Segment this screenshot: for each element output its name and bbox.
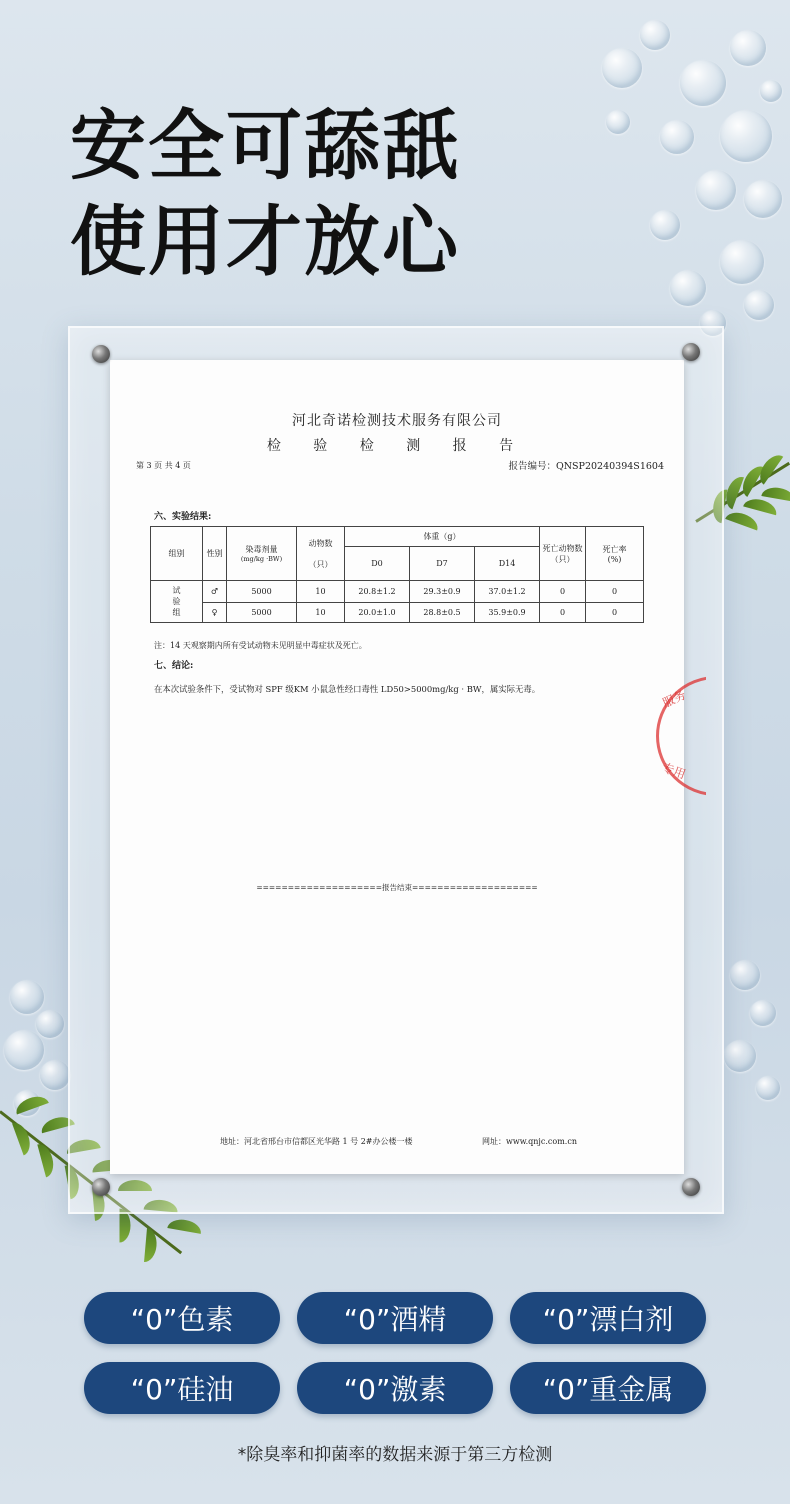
results-note: 注：14 天观察期内所有受试动物未见明显中毒症状及死亡。 <box>154 641 367 650</box>
badge-no-pigment: “0”色素 <box>84 1292 280 1344</box>
footnote: *除臭率和抑菌率的数据来源于第三方检测 <box>237 1445 553 1465</box>
headline-line-2: 使用才放心 <box>70 197 460 286</box>
section-results-heading: 六、实验结果: <box>154 512 212 522</box>
badge-no-heavy-metal: “0”重金属 <box>510 1362 706 1414</box>
badge-no-silicone: “0”硅油 <box>84 1362 280 1414</box>
header-d0: D0 <box>345 547 410 581</box>
header-sex: 性别 <box>203 527 227 581</box>
screw-top-right <box>682 343 700 361</box>
results-table <box>150 526 644 623</box>
red-seal-stamp: 服务 专用 <box>656 676 706 796</box>
headline-line-1: 安全可舔舐 <box>70 101 460 190</box>
header-d14: D14 <box>475 547 540 581</box>
table-row: 试验组 ♂ 5000 10 20.8±1.2 29.3±0.9 37.0±1.2 0 0 <box>151 581 644 603</box>
header-group: 组别 <box>151 527 203 581</box>
header-weight: 体重（g） <box>345 527 540 547</box>
report-end-line: ====================报告结束==================== <box>256 883 538 892</box>
screw-bottom-left <box>92 1178 110 1196</box>
table-row: ♀ 5000 10 20.0±1.0 28.8±0.5 35.9±0.9 0 0 <box>151 603 644 623</box>
header-rate: 死亡率 (%) <box>586 527 644 581</box>
report-website: 网址：www.qnjc.com.cn <box>482 1137 577 1146</box>
header-animals: 动物数 （只） <box>297 527 345 581</box>
badge-no-alcohol: “0”酒精 <box>297 1292 493 1344</box>
header-d7: D7 <box>410 547 475 581</box>
screw-top-left <box>92 345 110 363</box>
screw-bottom-right <box>682 1178 700 1196</box>
section-conclusion-heading: 七、结论: <box>154 661 194 671</box>
badge-no-bleach: “0”漂白剂 <box>510 1292 706 1344</box>
headline <box>70 98 460 290</box>
test-report-document <box>110 360 684 1174</box>
report-title: 检 验 检 测 报 告 <box>266 438 528 454</box>
badge-no-hormone: “0”激素 <box>297 1362 493 1414</box>
report-number: 报告编号：QNSP20240394S1604 <box>508 461 664 472</box>
header-dose: 染毒剂量 (mg/kg ·BW) <box>227 527 297 581</box>
conclusion-text: 在本次试验条件下，受试物对 SPF 级KM 小鼠急性经口毒性 LD50>5000mg/kg · BW，属实际无毒。 <box>154 684 541 694</box>
report-address: 地址：河北省邢台市信都区光华路 1 号 2#办公楼一楼 <box>220 1137 413 1146</box>
header-dead: 死亡动物数 （只） <box>540 527 586 581</box>
group-label: 试验组 <box>151 581 203 623</box>
report-company: 河北奇诺检测技术服务有限公司 <box>292 413 502 429</box>
report-page-number: 第 3 页 共 4 页 <box>136 461 191 470</box>
